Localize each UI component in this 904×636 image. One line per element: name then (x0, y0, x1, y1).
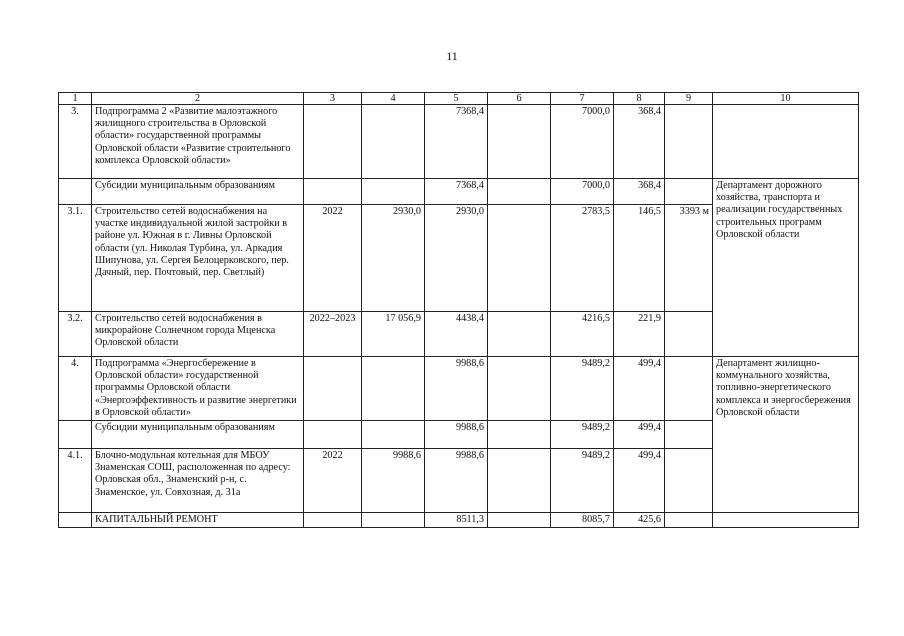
item-description: Строительство сетей водоснабжения в микрорайоне Солнечном города Мценска Орловской области (92, 312, 304, 357)
item-regional: 146,5 (614, 205, 665, 312)
item-amount: 9988,6 (425, 421, 488, 449)
item-col6 (488, 421, 551, 449)
item-description: Блочно-модульная котельная для МБОУ Знаменская СОШ, расположенная по адресу: Орловская обл., Знаменский р-н, с. Знаменское, ул. Совхозная, д. 31а (92, 449, 304, 513)
header-cell: 5 (425, 93, 488, 105)
item-col6 (488, 312, 551, 357)
item-amount: 9988,6 (425, 357, 488, 421)
item-capacity (665, 421, 713, 449)
item-amount: 2930,0 (425, 205, 488, 312)
item-regional: 499,4 (614, 357, 665, 421)
responsible-department: Департамент жилищно-коммунального хозяйства, топливно-энергетического комплекса и энергосбережения Орловской области (713, 357, 859, 513)
item-description: Субсидии муниципальным образованиям (92, 421, 304, 449)
item-years (304, 357, 362, 421)
item-capacity (665, 312, 713, 357)
item-number (59, 421, 92, 449)
item-years (304, 513, 362, 528)
item-federal: 4216,5 (551, 312, 614, 357)
table-row (59, 105, 859, 179)
item-federal: 9489,2 (551, 449, 614, 513)
table-row (59, 179, 859, 205)
item-years: 2022 (304, 449, 362, 513)
item-col6 (488, 205, 551, 312)
item-col6 (488, 179, 551, 205)
item-description: Субсидии муниципальным образованиям (92, 179, 304, 205)
header-cell: 6 (488, 93, 551, 105)
item-capacity (665, 449, 713, 513)
item-regional: 499,4 (614, 449, 665, 513)
table-row (59, 513, 859, 528)
item-regional: 368,4 (614, 179, 665, 205)
item-description: Строительство сетей водоснабжения на участке индивидуальной жилой застройки в районе ул. Южная в г. Ливны Орловской области (ул. Николая Турбина, ул. Аркадия Шипунова, ул. Сергея Белоцерковского, пер. Дачный, пер. Почтовый, пер. Светлый) (92, 205, 304, 312)
item-capacity (665, 179, 713, 205)
budget-table (58, 92, 859, 528)
item-total-cost (362, 105, 425, 179)
item-amount: 7368,4 (425, 179, 488, 205)
section-title: КАПИТАЛЬНЫЙ РЕМОНТ (92, 513, 304, 528)
item-federal: 7000,0 (551, 105, 614, 179)
item-years: 2022 (304, 205, 362, 312)
header-cell: 8 (614, 93, 665, 105)
item-department (713, 513, 859, 528)
header-cell: 7 (551, 93, 614, 105)
item-col6 (488, 105, 551, 179)
item-federal: 7000,0 (551, 179, 614, 205)
item-federal: 2783,5 (551, 205, 614, 312)
item-capacity: 3393 м (665, 205, 713, 312)
header-cell: 10 (713, 93, 859, 105)
item-years (304, 179, 362, 205)
item-number: 3.2. (59, 312, 92, 357)
item-amount: 9988,6 (425, 449, 488, 513)
page-number: 11 (446, 49, 458, 63)
item-federal: 9489,2 (551, 421, 614, 449)
item-number: 3.1. (59, 205, 92, 312)
item-years: 2022–2023 (304, 312, 362, 357)
item-regional: 221,9 (614, 312, 665, 357)
item-total-cost (362, 179, 425, 205)
item-total-cost (362, 513, 425, 528)
responsible-department: Департамент дорожного хозяйства, транспорта и реализации государственных строительных программ Орловской области (713, 179, 859, 357)
item-years (304, 421, 362, 449)
item-number (59, 179, 92, 205)
item-total-cost: 2930,0 (362, 205, 425, 312)
item-col6 (488, 449, 551, 513)
item-total-cost (362, 421, 425, 449)
item-amount: 7368,4 (425, 105, 488, 179)
item-regional: 425,6 (614, 513, 665, 528)
header-cell: 4 (362, 93, 425, 105)
header-cell: 3 (304, 93, 362, 105)
header-cell: 9 (665, 93, 713, 105)
table-row (59, 357, 859, 421)
item-number (59, 513, 92, 528)
item-federal: 8085,7 (551, 513, 614, 528)
item-department (713, 105, 859, 179)
header-cell: 2 (92, 93, 304, 105)
header-cell: 1 (59, 93, 92, 105)
item-regional: 499,4 (614, 421, 665, 449)
item-federal: 9489,2 (551, 357, 614, 421)
item-regional: 368,4 (614, 105, 665, 179)
item-total-cost: 17 056,9 (362, 312, 425, 357)
item-amount: 8511,3 (425, 513, 488, 528)
item-number: 3. (59, 105, 92, 179)
item-capacity (665, 357, 713, 421)
item-years (304, 105, 362, 179)
item-amount: 4438,4 (425, 312, 488, 357)
item-description: Подпрограмма 2 «Развитие малоэтажного жилищного строительства в Орловской области» государственной программы Орловской области «Развитие строительного комплекса Орловской области» (92, 105, 304, 179)
item-number: 4.1. (59, 449, 92, 513)
item-capacity (665, 105, 713, 179)
header-row (59, 93, 859, 105)
item-total-cost: 9988,6 (362, 449, 425, 513)
item-col6 (488, 513, 551, 528)
item-capacity (665, 513, 713, 528)
item-description: Подпрограмма «Энергосбережение в Орловской области» государственной программы Орловской области «Энергоэффективность и развитие энергетики в Орловской области» (92, 357, 304, 421)
item-total-cost (362, 357, 425, 421)
item-number: 4. (59, 357, 92, 421)
item-col6 (488, 357, 551, 421)
